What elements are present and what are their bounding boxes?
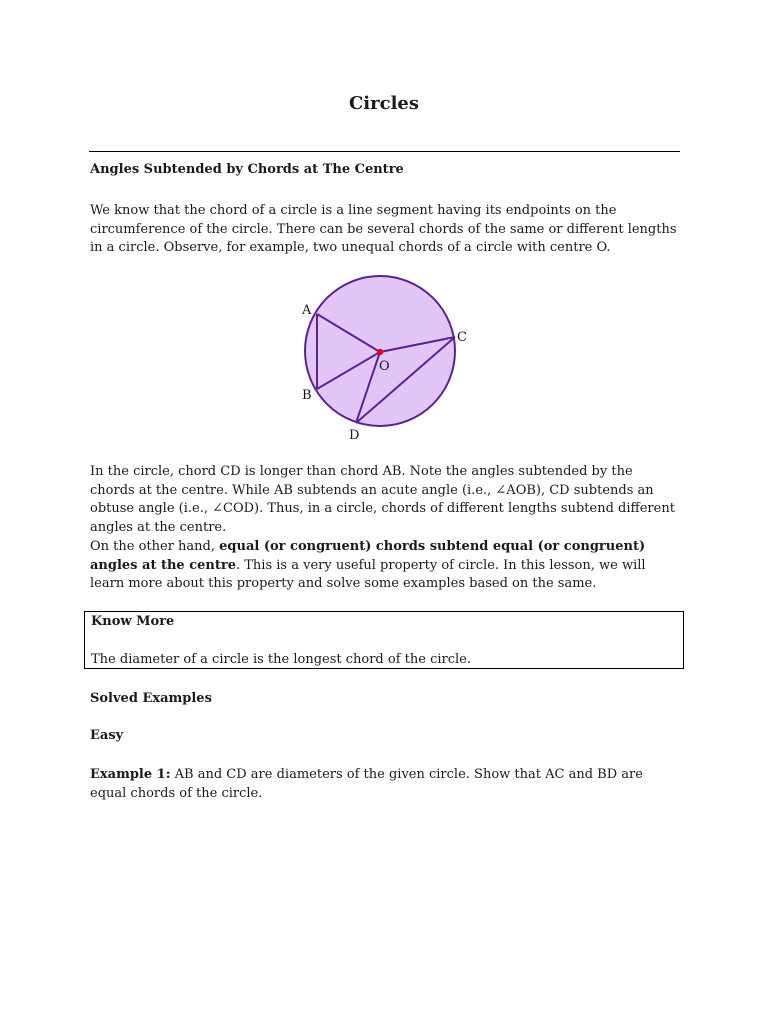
point-label-o: O [379, 359, 390, 374]
example-1-text: AB and CD are diameters of the given circle. Show that AC and BD are equal chords of the circle. [90, 767, 643, 801]
example-1-label: Example 1: [90, 767, 171, 782]
title-divider [89, 151, 680, 152]
section-heading: Angles Subtended by Chords at The Centre [90, 162, 404, 177]
solved-examples-heading: Solved Examples [90, 691, 212, 706]
know-more-box [84, 611, 684, 669]
property-intro: On the other hand, [90, 539, 220, 554]
know-more-text: The diameter of a circle is the longest chord of the circle. [91, 652, 471, 667]
difficulty-level: Easy [90, 728, 124, 743]
know-more-title: Know More [91, 614, 175, 629]
circle-chords-diagram [290, 270, 480, 450]
point-label-d: D [349, 428, 360, 443]
point-label-a: A [302, 303, 312, 318]
point-label-b: B [302, 388, 312, 403]
comparison-paragraph: In the circle, chord CD is longer than chord AB. Note the angles subtended by the chords at the centre. While AB subtends an acute angle (i.e., ∠AOB), CD subtends an obtuse angle (i.e., ∠COD). Thus, in a circle, chords of different lengths subtend different angles at the centre. [90, 464, 675, 535]
page-title: Circles [348, 93, 420, 114]
property-paragraph [90, 538, 680, 594]
property-rest: . This is a very useful property of circle. In this lesson, we will learn more about this property and solve some examples based on the same. [90, 557, 646, 591]
example-1 [90, 766, 680, 803]
property-statement: equal (or congruent) chords subtend equal (or congruent) angles at the centre [90, 539, 646, 573]
centre-point [377, 349, 383, 355]
point-label-c: C [457, 330, 467, 345]
intro-paragraph: We know that the chord of a circle is a line segment having its endpoints on the circumference of the circle. There can be several chords of the same or different lengths in a circle. Observe, for example, two unequal chords of a circle with centre O. [90, 203, 677, 255]
